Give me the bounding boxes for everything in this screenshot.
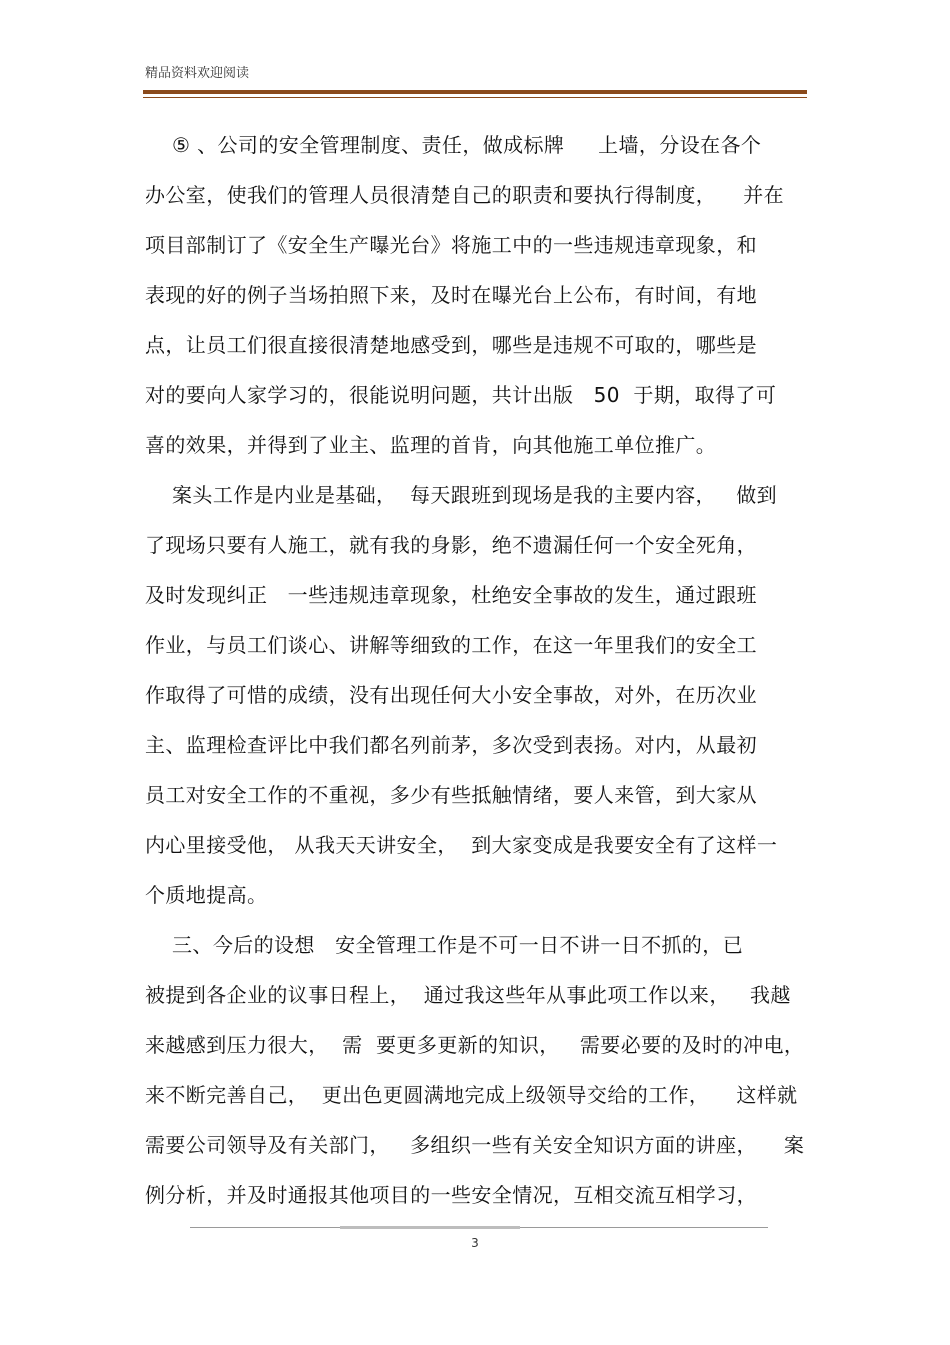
text-line: 点，让员工们很直接很清楚地感受到，哪些是违规不可取的，哪些是 — [145, 333, 757, 357]
text-line: 员工对安全工作的不重视，多少有些抵触情绪，要人来管，到大家从 — [145, 783, 757, 807]
text-line: 办公室，使我们的管理人员很清楚自己的职责和要执行得制度， 并在 — [145, 183, 785, 207]
text-line: 需要公司领导及有关部门， 多组织一些有关安全知识方面的讲座， 案 — [145, 1133, 805, 1157]
text-line: 及时发现纠正 一些违规违章现象，杜绝安全事故的发生，通过跟班 — [145, 583, 757, 607]
text-line: 三、今后的设想 安全管理工作是不可一日不讲一日不抓的，已 — [145, 933, 744, 957]
page-header-text: 精品资料欢迎阅读 — [145, 66, 250, 81]
text-line: 作业，与员工们谈心、讲解等细致的工作，在这一年里我们的安全工 — [145, 633, 757, 657]
body-text — [145, 120, 810, 1220]
header-divider-thin — [143, 97, 807, 98]
text-line: 案头工作是内业是基础， 每天跟班到现场是我的主要内容， 做到 — [145, 483, 778, 507]
text-line: 主、监理检查评比中我们都名列前茅，多次受到表扬。对内，从最初 — [145, 733, 757, 757]
text-line: 来不断完善自己， 更出色更圆满地完成上级领导交给的工作， 这样就 — [145, 1083, 798, 1107]
text-line: 项目部制订了《安全生产曝光台》将施工中的一些违规违章现象，和 — [145, 233, 757, 257]
text-line: 被提到各企业的议事日程上， 通过我这些年从事此项工作以来， 我越 — [145, 983, 791, 1007]
text-line: 例分析，并及时通报其他项目的一些安全情况，互相交流互相学习， — [145, 1183, 757, 1207]
text-line: ⑤ 、公司的安全管理制度、责任，做成标牌 上墙，分设在各个 — [145, 133, 762, 157]
footer-divider-accent — [340, 1226, 520, 1229]
text-line: 来越感到压力很大， 需 要更多更新的知识， 需要必要的及时的冲电， — [145, 1033, 805, 1057]
text-line: 对的要向人家学习的，很能说明问题，共计出版 50 于期，取得了可 — [145, 383, 777, 407]
text-line: 喜的效果，并得到了业主、监理的首肯，向其他施工单位推广。 — [145, 433, 717, 457]
page-number: 3 — [471, 1236, 479, 1250]
text-line: 表现的好的例子当场拍照下来，及时在曝光台上公布，有时间，有地 — [145, 283, 757, 307]
text-line: 了现场只要有人施工，就有我的身影，绝不遗漏任何一个安全死角， — [145, 533, 757, 557]
text-line: 作取得了可惜的成绩，没有出现任何大小安全事故，对外，在历次业 — [145, 683, 757, 707]
text-line: 内心里接受他， 从我天天讲安全， 到大家变成是我要安全有了这样一 — [145, 833, 778, 857]
text-line: 个质地提高。 — [145, 883, 268, 907]
header-divider-thick — [143, 90, 807, 94]
